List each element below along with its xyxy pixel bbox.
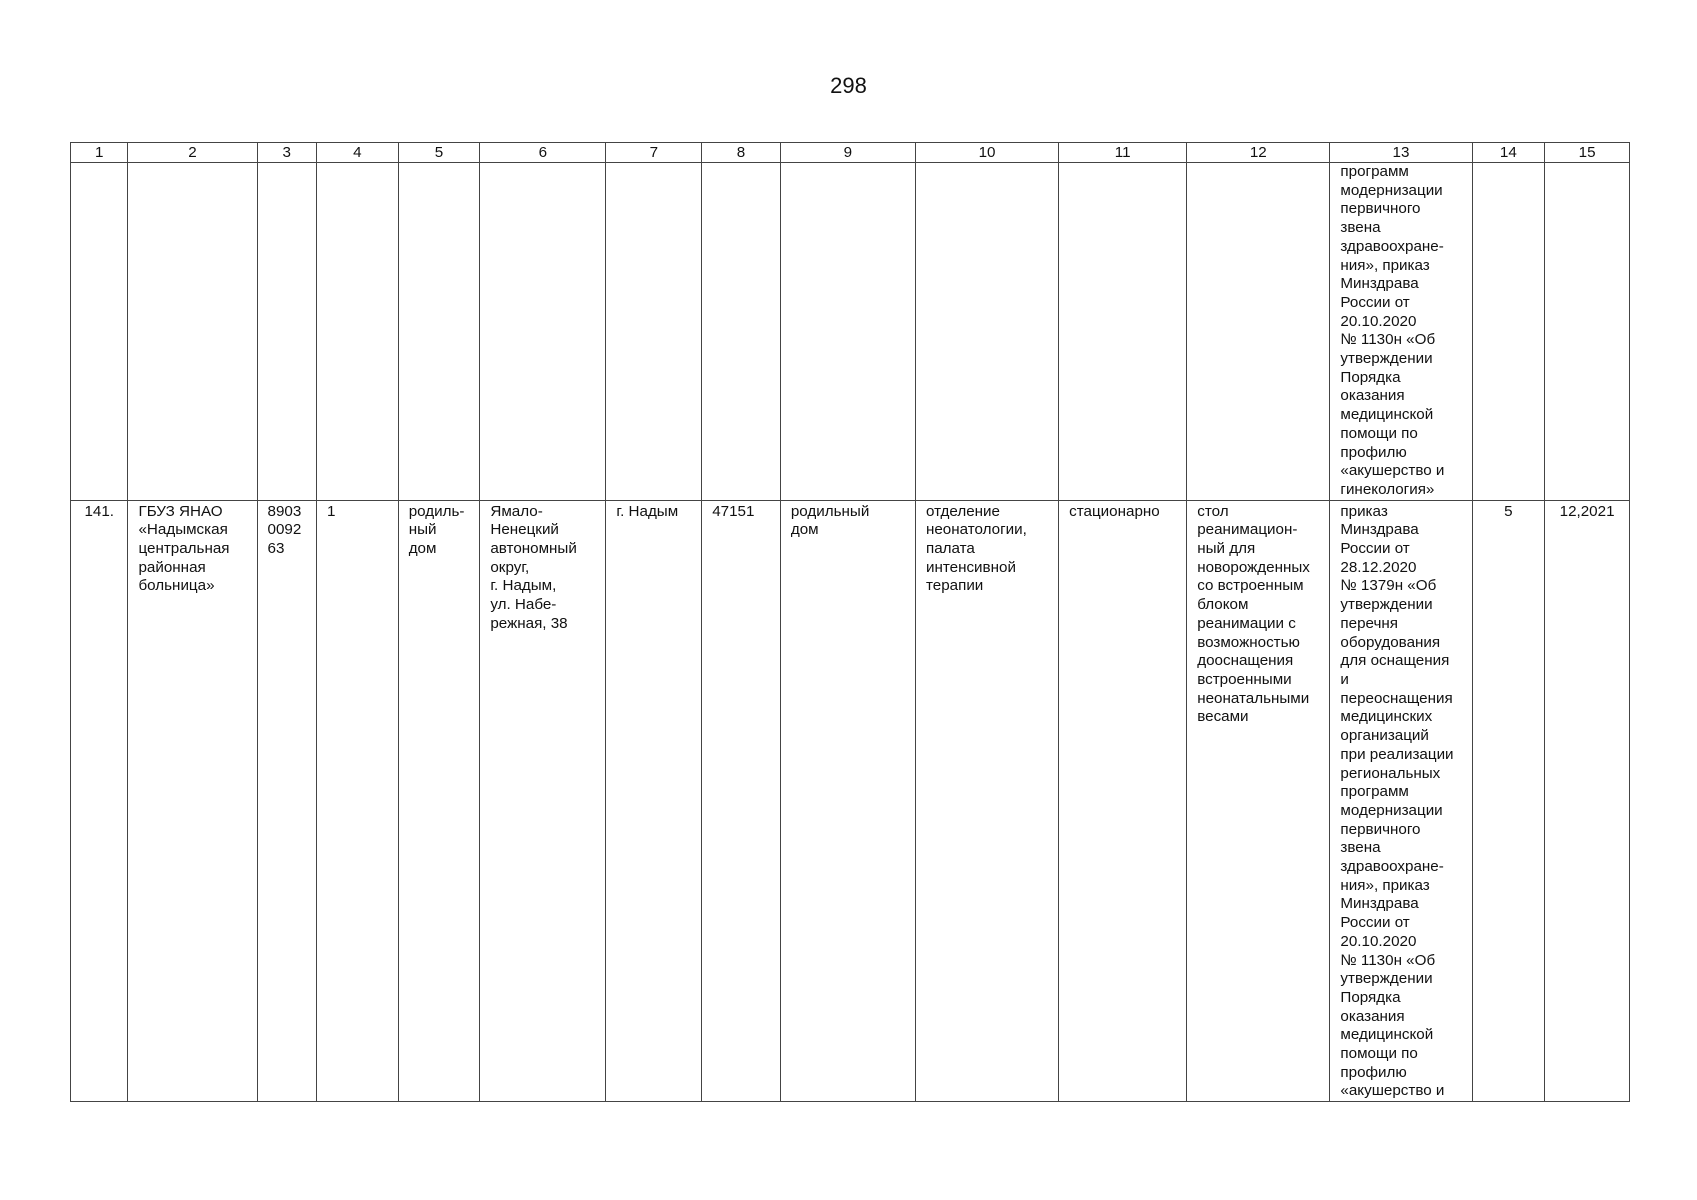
- column-header: 12: [1187, 143, 1330, 163]
- table-cell: [128, 163, 257, 501]
- column-header: 1: [71, 143, 128, 163]
- table-cell: [1059, 163, 1187, 501]
- count-cell: 5: [1472, 500, 1545, 1102]
- regulation-cell: приказ Минздрава России от 28.12.2020 № 1379н «Об утверждении перечня оборудования для оснащения и переоснащения медицинских организаций при реализации региональных программ модернизации первичного звена здравоохране- ния», приказ Минздрава России от 20.10.2020 № 1130н «Об утверждении Порядка оказания медицинской помощи по профилю «акушерство и: [1330, 500, 1472, 1102]
- code-cell: 47151: [702, 500, 781, 1102]
- table-cell: [1545, 163, 1630, 501]
- table-cell: [1187, 163, 1330, 501]
- department-cell: отделение неонатологии, палата интенсивной терапии: [915, 500, 1058, 1102]
- locality-cell: г. Надым: [606, 500, 702, 1102]
- column-number-row: [71, 143, 1630, 163]
- column-header: 3: [257, 143, 316, 163]
- organization-cell: ГБУЗ ЯНАО «Надымская центральная районная больница»: [128, 500, 257, 1102]
- table-row-continuation: [71, 163, 1630, 501]
- subdivision-cell: родильный дом: [780, 500, 915, 1102]
- table-cell: [915, 163, 1058, 501]
- column-header: 15: [1545, 143, 1630, 163]
- address-cell: Ямало- Ненецкий автономный округ, г. Надым, ул. Набе- режная, 38: [480, 500, 606, 1102]
- column-header: 2: [128, 143, 257, 163]
- table-cell: [257, 163, 316, 501]
- table-cell: [606, 163, 702, 501]
- table-cell: [480, 163, 606, 501]
- row-number-cell: 141.: [71, 500, 128, 1102]
- date-cell: 12,2021: [1545, 500, 1630, 1102]
- quantity-code-cell: 1: [317, 500, 399, 1102]
- column-header: 11: [1059, 143, 1187, 163]
- column-header: 10: [915, 143, 1058, 163]
- column-header: 6: [480, 143, 606, 163]
- equipment-cell: стол реанимацион- ный для новорожденных со встроенным блоком реанимации с возможностью дооснащения встроенными неонатальными весами: [1187, 500, 1330, 1102]
- page-number: 298: [830, 73, 867, 98]
- column-header: 4: [317, 143, 399, 163]
- inn-cell: 8903 0092 63: [257, 500, 316, 1102]
- care-condition-cell: стационарно: [1059, 500, 1187, 1102]
- table-row-141: [71, 500, 1630, 1102]
- table-cell: [780, 163, 915, 501]
- regulation-cell: программ модернизации первичного звена здравоохране- ния», приказ Минздрава России от 20.10.2020 № 1130н «Об утверждении Порядка оказания медицинской помощи по профилю «акушерство и гинекология»: [1330, 163, 1472, 501]
- column-header: 14: [1472, 143, 1545, 163]
- column-header: 5: [398, 143, 480, 163]
- facility-type-cell: родиль- ный дом: [398, 500, 480, 1102]
- table-cell: [71, 163, 128, 501]
- column-header: 8: [702, 143, 781, 163]
- column-header: 13: [1330, 143, 1472, 163]
- column-header: 7: [606, 143, 702, 163]
- column-header: 9: [780, 143, 915, 163]
- table-cell: [1472, 163, 1545, 501]
- table-cell: [398, 163, 480, 501]
- table-cell: [702, 163, 781, 501]
- table-cell: [317, 163, 399, 501]
- equipment-table: [70, 142, 1630, 1102]
